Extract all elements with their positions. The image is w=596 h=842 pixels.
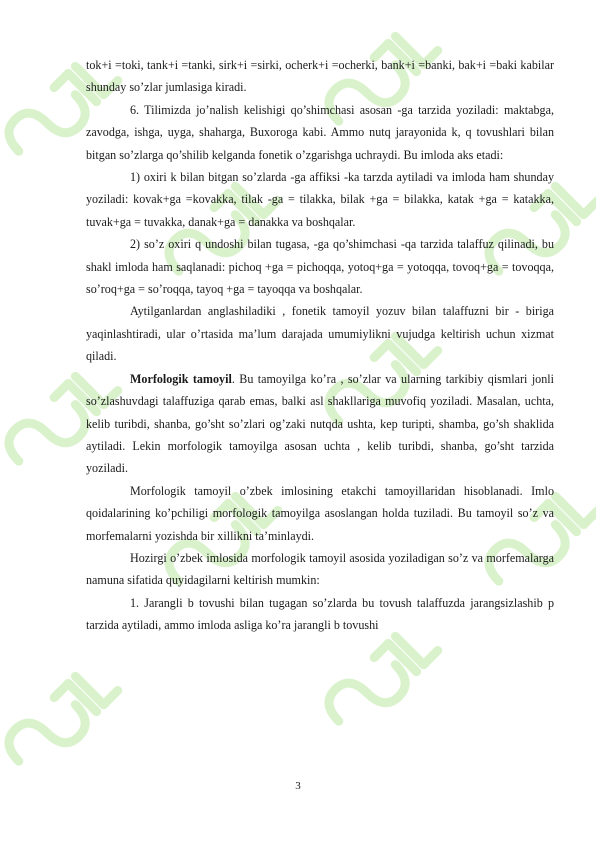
term-bold: Morfologik tamoyil: [130, 371, 232, 386]
paragraph-8: Hozirgi o’zbek imlosida morfologik tamoyil asosida yoziladigan so’z va morfemalarga namuna sifatida quyidagilarni keltirish mumkin:: [86, 550, 554, 588]
paragraph-6-text: . Bu tamoyilga ko’ra , so’zlar va ularning tarkibiy qismlari jonli so’zlashuvdagi talaffuziga qarab emas, balki asl shakllariga muvofiq yoziladi. Masalan, uchta, kelib turibdi, shanba, go’sht so’zlari og’zaki nutqda ushta, kep turipti, shamba, go’sh shaklida aytiladi. Lekin morfologik tamoyilga asosan uchta , kelib turibdi, shanba, go’sht tarzida yoziladi.: [86, 371, 554, 476]
watermark-mark: [1, 659, 121, 779]
paragraph-3: 1) oxiri k bilan bitgan so’zlarda -ga affiksi -ka tarzda aytiladi va imloda ham shunday yoziladi: kovak+ga =kovakka, tilak -ga = tilakka, bilak +ga = bilakka, katak +ga = katakka, tuvak+ga = tuvakka, danak+ga = danakka va boshqalar.: [86, 170, 554, 229]
paragraph-6: [86, 368, 554, 480]
watermark-mark: [321, 619, 441, 739]
paragraph-5: Aytilganlardan anglashiladiki , fonetik tamoyil yozuv bilan talaffuzni bir - biriga yaqinlashtiradi, ular o’rtasida ma’lum darajada umumiylikni vujudga keltirish uchun xizmat qiladi.: [86, 304, 554, 364]
paragraph-2: 6. Tilimizda jo’nalish kelishigi qo’shimchasi asosan -ga tarzida yoziladi: maktabga, zavodga, ishga, uyga, shaharga, Buxoroga kabi. Ammo nutq jarayonida k, q tovushlari bilan bitgan so’zlarga qo’shilib kelganda fonetik o’zgarishga uchraydi. Bu imloda aks etadi:: [86, 102, 554, 162]
paragraph-9: 1. Jarangli b tovushi bilan tugagan so’zlarda bu tovush talaffuzda jarangsizlashib p tarzida aytiladi, ammo imloda asliga ko’ra jarangli b tovushi: [86, 595, 554, 633]
document-body: [86, 54, 554, 637]
page-number: 3: [295, 780, 301, 792]
paragraph-4: 2) so’z oxiri q undoshi bilan tugasa, -ga qo’shimchasi -qa tarzida talaffuz qilinadi, bu shakl imloda ham saqlanadi: pichoq +ga = pichoqqa, yotoq+ga = yotoqqa, tovoq+ga = tovoqqa, so’roq+ga = so’roqqa, tayoq +ga = tayoqqa va boshqalar.: [86, 237, 554, 297]
paragraph-1: tok+i =toki, tank+i =tanki, sirk+i =sirki, ocherk+i =ocherki, bank+i =banki, bak+i =baki kabilar shunday so’zlar jumlasiga kiradi.: [86, 58, 554, 95]
paragraph-7: Morfologik tamoyil o’zbek imlosining etakchi tamoyillaridan hisoblanadi. Imlo qoidalarining ko’pchiligi morfologik tamoyilga asoslangan holda tuziladi. Bu tamoyil so’z va morfemalarni yozishda bir xillikni ta’minlaydi.: [86, 483, 554, 543]
